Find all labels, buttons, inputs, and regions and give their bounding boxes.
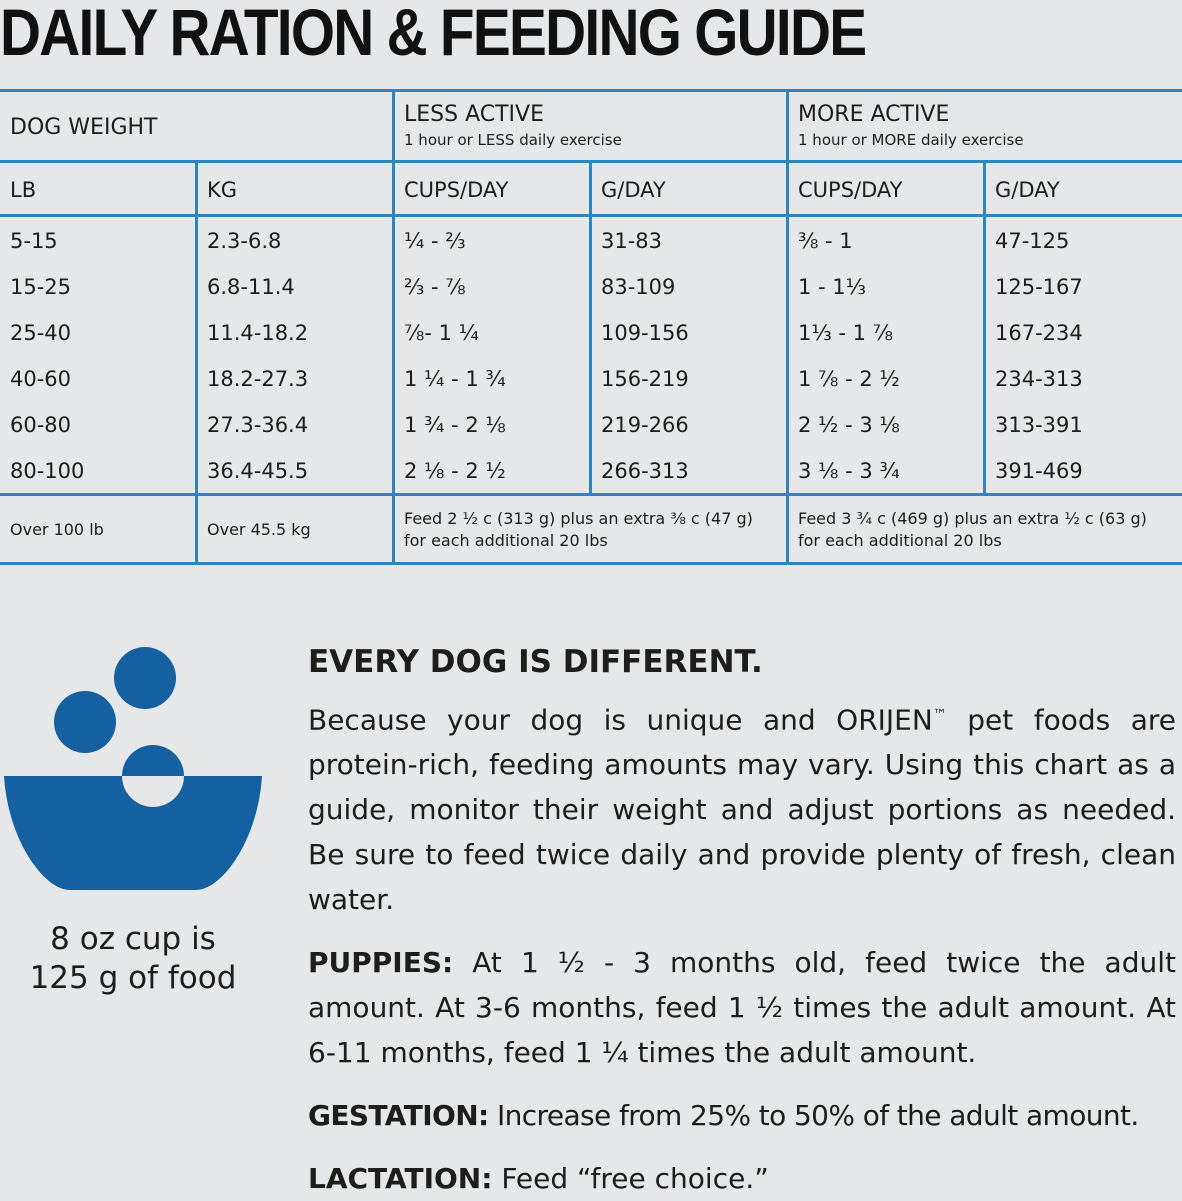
kibble-icon [114, 647, 176, 709]
more-active-header: MORE ACTIVE [798, 102, 950, 127]
table-vline-kg [195, 160, 198, 565]
cell-lb: 5-15 [10, 229, 58, 253]
gestation-text: Increase from 25% to 50% of the adult amount. [488, 1099, 1139, 1133]
cell-less-cups: ⅔ - ⅞ [404, 275, 466, 299]
cell-more-grams: 47-125 [995, 229, 1070, 253]
cell-lb: 25-40 [10, 321, 72, 345]
bowl-caption-line1: 8 oz cup is [50, 921, 216, 957]
cell-less-cups: 2 ⅛ - 2 ½ [404, 459, 506, 483]
page-title: DAILY RATION & FEEDING GUIDE [0, 0, 866, 69]
cell-more-grams: 167-234 [995, 321, 1083, 345]
cell-more-cups: 3 ⅛ - 3 ¾ [798, 459, 900, 483]
lactation-label: LACTATION: [308, 1162, 493, 1196]
cell-less-grams: 266-313 [601, 459, 689, 483]
cell-more-cups: 1⅓ - 1 ⅞ [798, 321, 894, 345]
cell-less-cups: ⅞- 1 ¼ [404, 321, 479, 345]
dog-weight-header: DOG WEIGHT [10, 115, 158, 140]
section-heading: EVERY DOG IS DIFFERENT. [308, 644, 763, 680]
cell-less-grams: 31-83 [601, 229, 663, 253]
food-bowl-icon [0, 640, 270, 900]
cell-less-cups: 1 ¼ - 1 ¾ [404, 367, 506, 391]
table-vline-less-g [589, 160, 592, 496]
cell-less-grams: 219-266 [601, 413, 689, 437]
cell-lb: 15-25 [10, 275, 72, 299]
lactation-paragraph [308, 1156, 1176, 1201]
cell-more-grams: 125-167 [995, 275, 1083, 299]
cell-more-grams: 391-469 [995, 459, 1083, 483]
footer-lb: Over 100 lb [10, 520, 104, 539]
cell-kg: 11.4-18.2 [207, 321, 309, 345]
gestation-label: GESTATION: [308, 1099, 489, 1133]
cell-lb: 40-60 [10, 367, 72, 391]
intro-text-rest: pet foods are protein-rich, feeding amounts may vary. Using this chart as a guide, monitor their weight and adjust portions as needed. Be sure to feed twice daily and provide plenty of fresh, clean water. [308, 703, 1176, 917]
col-header-kg: KG [207, 178, 238, 202]
cell-less-grams: 156-219 [601, 367, 689, 391]
lactation-text: Feed “free choice.” [492, 1162, 769, 1196]
gestation-paragraph [308, 1093, 1176, 1138]
intro-paragraph [308, 693, 1176, 922]
col-header-lb: LB [10, 178, 37, 202]
table-vline-more-g [983, 160, 986, 496]
kibble-icon [54, 691, 116, 753]
table-top-border [0, 89, 1182, 92]
cell-lb: 80-100 [10, 459, 85, 483]
cell-more-cups: 1 - 1⅓ [798, 275, 867, 299]
cell-kg: 2.3-6.8 [207, 229, 282, 253]
bowl-caption-line2: 125 g of food [29, 960, 237, 996]
cell-kg: 27.3-36.4 [207, 413, 309, 437]
cell-kg: 36.4-45.5 [207, 459, 309, 483]
feeding-table [0, 0, 1182, 570]
puppies-paragraph [308, 940, 1176, 1075]
kibble-icon [122, 745, 184, 776]
table-vline-less [392, 89, 395, 565]
cell-more-cups: 2 ½ - 3 ⅛ [798, 413, 900, 437]
less-active-subtitle: 1 hour or LESS daily exercise [404, 131, 622, 149]
cell-more-grams: 313-391 [995, 413, 1083, 437]
col-header-more-grams: G/DAY [995, 178, 1060, 202]
footer-more-active: Feed 3 ¾ c (469 g) plus an extra ½ c (63 g) for each additional 20 lbs [798, 509, 1147, 550]
cell-kg: 18.2-27.3 [207, 367, 309, 391]
cell-less-grams: 109-156 [601, 321, 689, 345]
less-active-header: LESS ACTIVE [404, 102, 544, 127]
cell-lb: 60-80 [10, 413, 72, 437]
footer-less-active: Feed 2 ½ c (313 g) plus an extra ⅜ c (47 g) for each additional 20 lbs [404, 509, 753, 550]
cell-less-grams: 83-109 [601, 275, 676, 299]
more-active-subtitle: 1 hour or MORE daily exercise [798, 131, 1024, 149]
bowl-caption [0, 920, 266, 998]
col-header-more-cups: CUPS/DAY [798, 178, 903, 202]
feeding-notes [308, 640, 1176, 1201]
footer-kg: Over 45.5 kg [207, 520, 311, 539]
table-bottom-border [0, 562, 1182, 565]
table-vline-more [786, 89, 789, 565]
cell-more-cups: ⅜ - 1 [798, 229, 853, 253]
cell-more-cups: 1 ⅞ - 2 ½ [798, 367, 900, 391]
puppies-text: At 1 ½ - 3 months old, feed twice the adult amount. At 3-6 months, feed 1 ½ times the adult amount. At 6-11 months, feed 1 ¼ times the adult amount. [308, 946, 1176, 1070]
cell-less-cups: ¼ - ⅔ [404, 229, 466, 253]
puppies-label: PUPPIES: [308, 946, 454, 980]
trademark-symbol: ™ [932, 707, 947, 723]
cell-more-grams: 234-313 [995, 367, 1083, 391]
col-header-less-grams: G/DAY [601, 178, 666, 202]
cell-less-cups: 1 ¾ - 2 ⅛ [404, 413, 506, 437]
intro-text-start: Because your dog is unique and ORIJEN [308, 703, 933, 737]
col-header-less-cups: CUPS/DAY [404, 178, 509, 202]
cell-kg: 6.8-11.4 [207, 275, 295, 299]
